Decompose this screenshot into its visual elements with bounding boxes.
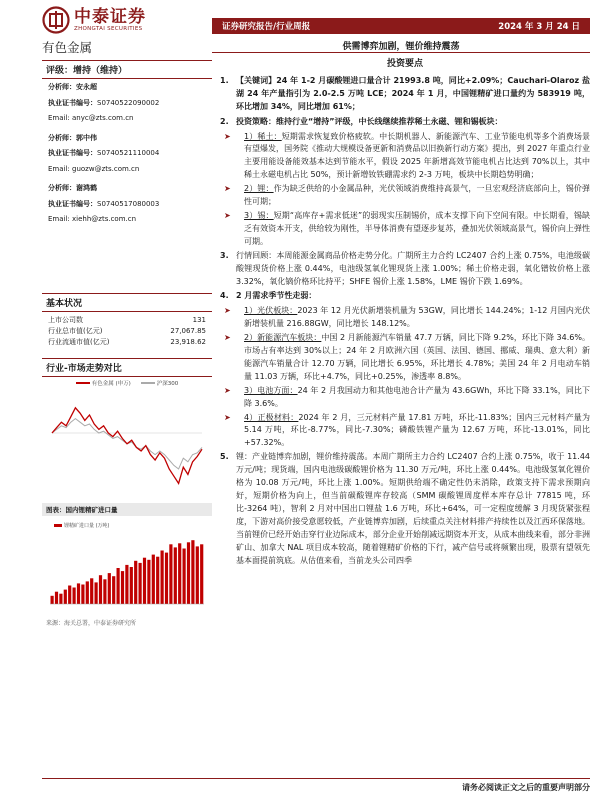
rating-label: 评级： (46, 66, 74, 76)
sub-key: 3）锡： (244, 210, 274, 220)
header-bar (212, 18, 590, 34)
point-4 (220, 290, 590, 303)
sub-point (220, 385, 590, 411)
rating-value: 增持（维持） (73, 66, 128, 76)
cert-label: 执业证书编号： (48, 149, 97, 157)
info-value: 131 (192, 315, 206, 324)
bar (112, 576, 115, 604)
figure-title: 图表：国内锂精矿进口量 (42, 503, 212, 516)
bar (68, 585, 71, 604)
bar (64, 589, 67, 603)
sub-point (220, 183, 590, 209)
brand-logo (42, 6, 146, 34)
sub-key: 1）稀土： (244, 131, 282, 141)
import-chart-svg (44, 520, 208, 612)
sub-key: 1）光伏板块： (244, 306, 298, 316)
arrow-icon: ➤ (224, 184, 231, 194)
bar (121, 571, 124, 604)
bar (81, 584, 84, 604)
bar (55, 591, 58, 603)
arrow-icon: ➤ (224, 210, 231, 220)
analyst-list (42, 79, 212, 229)
point-number: 4. (220, 291, 229, 301)
sub-point (220, 131, 590, 183)
analyst-role: 分析师： (48, 133, 76, 142)
sub-text: 作为缺乏供给的小金属品种，光伏领域消费维持高景气，一旦宏观经济底部向上，锡价弹性可期； (244, 184, 590, 207)
bar (125, 564, 128, 603)
basic-info-title: 基本状况 (42, 293, 212, 312)
point-3 (220, 250, 590, 289)
report-subtitle: 供需博弈加剧，锂价维持震荡 (342, 42, 460, 52)
info-value: 23,918.62 (170, 337, 206, 346)
report-type: 证券研究报告/行业周报 (222, 22, 311, 32)
legend-item (76, 379, 131, 387)
trend-title: 行业-市场走势对比 (42, 358, 212, 377)
legend-label: 有色金属 (申万) (91, 380, 131, 387)
point-number: 1. (220, 75, 229, 85)
sub-text: 2024 年 2 月，三元材料产量 17.81 万吨，环比-11.83%；国内三元材料产量为 5.14 万吨，环比-8.77%，同比-7.30%；磷酸铁锂产量为 12.67 万吨，环比-13.01%，同比+57.32%。 (244, 412, 590, 448)
bar (134, 560, 137, 603)
bar (77, 583, 80, 604)
info-row (42, 326, 212, 337)
bar (187, 542, 190, 604)
sub-point (220, 305, 590, 331)
bar (161, 550, 164, 604)
bar (117, 568, 120, 604)
legend-swatch (141, 382, 155, 384)
point-text: 2 月需求季节性走弱： (236, 291, 317, 301)
point-text: 投资策略：维持行业“增持”评级，中长线继续推荐稀土永磁、锂和锡板块： (236, 116, 503, 126)
bar (183, 548, 186, 604)
info-label: 上市公司数 (48, 315, 83, 324)
point-text: 【关键词】24 年 1-2 月碳酸锂进口量合计 21993.8 吨，同比+2.09%；Cauchari-Olaroz 盐湖 24 年产量指引为 2.0-2.5 万吨 LCE；2024 年 1 月，中国锂精矿进口量约为 583919 吨，环比增加 34%，同比增加 61%； (236, 75, 590, 111)
point-2 (220, 116, 590, 129)
point-text: 行情回顾：本周能源金属商品价格走势分化。广期所主力合约 LC2407 合约上涨 0.75%，电池级碳酸锂现货价格上涨 0.44%，电池级氢氧化锂现货上涨 1.00%；稀土价格走弱，氧化镨钕价格上涨 3.32%，氧化镝价格环比持平；SHFE 锡价上涨 1.58%，LME 锡价下跌 1.69%。 (236, 250, 590, 286)
bar (108, 573, 111, 604)
bar (86, 581, 89, 604)
arrow-icon: ➤ (224, 412, 231, 422)
analyst-email[interactable]: Email: xiehh@zts.com.cn (48, 215, 137, 223)
sector-label: 有色金属 (42, 40, 93, 55)
trend-chart-svg (48, 391, 206, 495)
bar (95, 582, 98, 604)
cert-number: S0740522090002 (97, 98, 160, 107)
bar (130, 567, 133, 604)
divider (212, 52, 590, 53)
bar (147, 559, 150, 603)
bar (196, 546, 199, 604)
analyst-name: 谢鸿鹤 (76, 184, 97, 192)
footer-disclaimer: 请务必阅读正文之后的重要声明部分 (462, 783, 590, 792)
analyst-role: 分析师： (48, 83, 76, 91)
sub-point (220, 210, 590, 249)
chart-legend (42, 379, 212, 387)
sub-key: 4）正极材料： (244, 412, 299, 422)
bar (139, 562, 142, 603)
analyst-email[interactable]: Email: anyc@zts.com.cn (48, 114, 134, 122)
bar (59, 593, 62, 603)
bar (90, 578, 93, 604)
bar (178, 543, 181, 604)
sub-text: 中国 2 月新能源汽车销量 47.7 万辆，同比下降 9.2%，环比下降 34.6%。市场占有率达到 30%以上；24 年 2 月欧洲六国（英国、法国、德国、挪威、瑞典、意大利）新能源汽车销量合计 12.70 万辆，同比增长 6.95%，环比增长 4.78%；美国 24 年 2 月电动车销量 11.03 万辆，环比+4.7%，同比+0.25%，渗透率 8.8%。 (244, 333, 590, 381)
point-number: 2. (220, 116, 229, 126)
sub-text: 24 年 2 月我国动力和其他电池合计产量为 43.6GWh，环比下降 33.1%，同比下降 3.6%。 (244, 385, 591, 408)
brand-name-cn: 中泰证券 (74, 7, 146, 27)
point-5 (220, 451, 590, 567)
legend-swatch (54, 524, 62, 527)
sub-key: 2）新能源汽车板块： (244, 333, 322, 343)
analyst-role: 分析师： (48, 184, 76, 192)
report-date: 2024 年 3 月 24 日 (498, 22, 580, 32)
bar (165, 552, 168, 603)
analyst-email[interactable]: Email: guozw@zts.com.cn (48, 164, 140, 173)
sub-text: 2023 年 12 月光伏新增装机量为 53GW，同比增长 144.24%；1-12 月国内光伏新增装机量 216.88GW，同比增长 148.12%。 (244, 306, 590, 329)
bar (103, 579, 106, 604)
cert-number: S0740521110004 (97, 149, 160, 157)
cert-label: 执业证书编号： (48, 199, 97, 208)
legend-label: 沪深300 (156, 380, 179, 387)
invest-head: 投资要点 (386, 59, 423, 69)
legend-swatch (76, 382, 90, 384)
bar (156, 556, 159, 603)
bar (169, 544, 172, 604)
import-chart (44, 520, 210, 612)
sub-text: 短期“高库存+需求低迷”的弱现实压制锡价，成本支撑下向下空间有限。中长期看，锡缺乏有效资本开支，供给较为刚性，半导体消费有望逐步复苏，叠加光伏领域高景气，锡价向上弹性可期。 (244, 210, 590, 246)
info-label: 行业总市值(亿元) (48, 326, 103, 335)
point-number: 5. (220, 452, 229, 462)
analyst-name: 安永超 (76, 83, 97, 91)
legend-label: 锂精矿进口量 (万吨) (64, 522, 110, 529)
arrow-icon: ➤ (224, 131, 231, 141)
analyst-name: 郭中伟 (76, 133, 97, 142)
main-content (220, 56, 590, 569)
bar (51, 595, 54, 603)
sub-point (220, 412, 590, 451)
bar (73, 587, 76, 604)
cert-label: 执业证书编号： (48, 98, 97, 107)
cert-number: S0740517080003 (97, 199, 160, 208)
footer-divider (42, 778, 590, 779)
legend-item (141, 379, 179, 387)
bar (152, 554, 155, 603)
bar (191, 540, 194, 604)
sub-key: 3）电池方面： (244, 385, 298, 395)
bar (174, 547, 177, 604)
point-1 (220, 75, 590, 114)
trend-chart (48, 391, 206, 499)
bar (143, 557, 146, 603)
bar (99, 575, 102, 604)
arrow-icon: ➤ (224, 385, 231, 395)
point-text: 锂：产业链博弈加剧，锂价维持震荡。本周广期所主力合约 LC2407 合约上涨 0.75%，收于 11.44 万元/吨；现货端，国内电池级碳酸锂价格为 11.30 万元/吨，环比上涨 0.44%。电池级氢氧化锂价格为 10.08 万元/吨，环比上涨 1.00%。短期供给端不确定性仍未消除，政策支持下需求预期向好，短期价格为向上，但当前碳酸锂库存较高（SMM 碳酸锂周度样本库存总计 77815 吨，环比-3264 吨），智利 2 月对中国出口锂盐 1.6 万吨，环比+64%，可一定程度缓解 3 月现货紧张程度，下游对高价接受意愿较低，产业链博弈加剧，后续重点关注材料排产持续性以及江西环保落地。当前锂价已经开始击穿行业边际成本，部分企业开始削减远期资本开支，从成本曲线来看，部分非洲矿山、加拿大 NAL 项目成本较高，随着锂精矿价格的下行，减产信号或将频繁出现，股票有望领先基本面提前筑底。从估值来看，当前龙头公司四季 (236, 452, 590, 565)
info-label: 行业流通市值(亿元) (48, 337, 110, 346)
info-row (42, 337, 212, 348)
brand-name-en: ZHONGTAI SECURITIES (74, 26, 143, 32)
sub-text: 短期需求恢复致价格疲软。中长期机器人、新能源汽车、工业节能电机等多个消费场景有望爆发，国务院《推动大规模设备更新和消费品以旧换新行动方案》提出，到 2027 年重点行业主要用能设备能效基本达到节能水平，假设 2025 年新增高效节能电机占比达到 70%以上，其中稀土永磁电机占比 50%，预计新增钕铁硼需求约 2-3 万吨，板块中长期趋势明确； (244, 131, 591, 180)
bar (200, 544, 203, 604)
source-note: 来源：海关总署，中泰证券研究所 (46, 619, 137, 627)
info-row (42, 315, 212, 326)
info-value: 27,067.85 (170, 326, 206, 335)
sub-key: 2）锂： (244, 184, 274, 194)
zhongtai-logo-icon (42, 6, 70, 34)
arrow-icon: ➤ (224, 306, 231, 316)
left-sidebar (42, 60, 212, 627)
arrow-icon: ➤ (224, 333, 231, 343)
sub-point (220, 332, 590, 384)
rating-box (42, 60, 212, 79)
point-number: 3. (220, 250, 229, 260)
